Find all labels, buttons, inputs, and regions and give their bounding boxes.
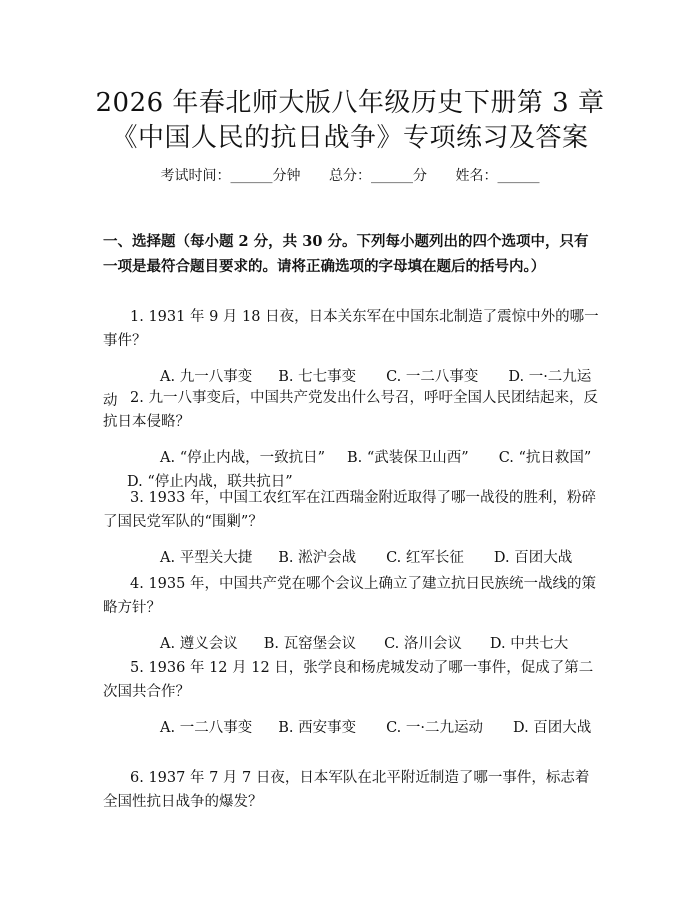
option-c: C. 一二八事变 [386,369,479,385]
option-c: C. 洛川会议 [384,636,462,652]
exam-time-label: 考试时间： [160,168,231,184]
doc-title-line-2: 《中国人民的抗日战争》专项练习及答案 [111,123,589,153]
option-a: A. 一二八事变 [160,720,253,736]
question-stem: 2. 九一八事变后，中国共产党发出什么号召，呼吁全国人民团结起来，反抗日本侵略？ [103,390,598,430]
question-2 [103,386,600,494]
question-6 [103,766,600,814]
option-b: B. 七七事变 [278,369,357,385]
question-stem: 5. 1936 年 12 月 12 日，张学良和杨虎城发动了哪一事件，促成了第二次国共合作？ [103,660,594,700]
option-c: C. 红军长征 [386,550,464,566]
exam-time-unit: 分钟 [272,168,301,184]
name-field [455,166,539,186]
question-options [103,632,600,656]
option-d: D. 中共七大 [489,636,569,652]
option-b: B. “武装保卫山西” [347,450,469,466]
option-d: D. 百团大战 [493,550,573,566]
option-d: D. 百团大战 [512,720,592,736]
question-stem: 4. 1935 年，中国共产党在哪个会议上确立了建立抗日民族统一战线的策略方针？ [103,576,596,616]
question-4 [103,572,600,656]
question-options [103,546,600,570]
question-stem: 6. 1937 年 7 月 7 日夜，日本军队在北平附近制造了哪一事件，标志着全国性抗日战争的爆发？ [103,770,590,810]
option-b: B. 西安事变 [278,720,357,736]
section-1-heading: 一、选择题（每小题 2 分，共 30 分。下列每小题列出的四个选项中，只有一项是最符合题目要求的。请将正确选项的字母填在题后的括号内。） [103,233,589,275]
option-a: A. 遵义会议 [160,636,238,652]
doc-title-line-1: 2026 年春北师大版八年级历史下册第 3 章 [95,88,605,118]
total-score-label: 总分： [329,168,371,184]
question-3 [103,486,600,570]
total-score-field [329,166,427,186]
question-stem: 3. 1933 年，中国工农红军在江西瑞金附近取得了哪一战役的胜利，粉碎了国民党军队的“围剿”？ [103,490,596,530]
option-c: C. “抗日救国” [498,450,592,466]
exam-time-blank: ______ [230,168,273,184]
question-options [103,716,600,740]
question-5 [103,656,600,740]
exam-time-field [161,166,301,186]
option-b: B. 瓦窑堡会议 [263,636,357,652]
option-a: A. 平型关大捷 [160,550,253,566]
option-d: D. “停止内战，联共抗日” [127,474,293,490]
question-stem: 1. 1931 年 9 月 18 日夜，日本关东军在中国东北制造了震惊中外的哪一事件？ [103,309,599,349]
option-a: A. “停止内战，一致抗日” [160,450,326,466]
name-label: 姓名： [455,168,498,184]
option-a: A. 九一八事变 [160,369,253,385]
total-score-blank: ______ [371,168,413,184]
option-d: D. 一·二九运动 [103,369,592,409]
name-blank: ______ [497,168,540,184]
exam-info-line [0,166,700,186]
option-c: C. 一·二九运动 [386,720,483,736]
total-score-unit: 分 [413,168,427,184]
option-b: B. 淞沪会战 [278,550,357,566]
